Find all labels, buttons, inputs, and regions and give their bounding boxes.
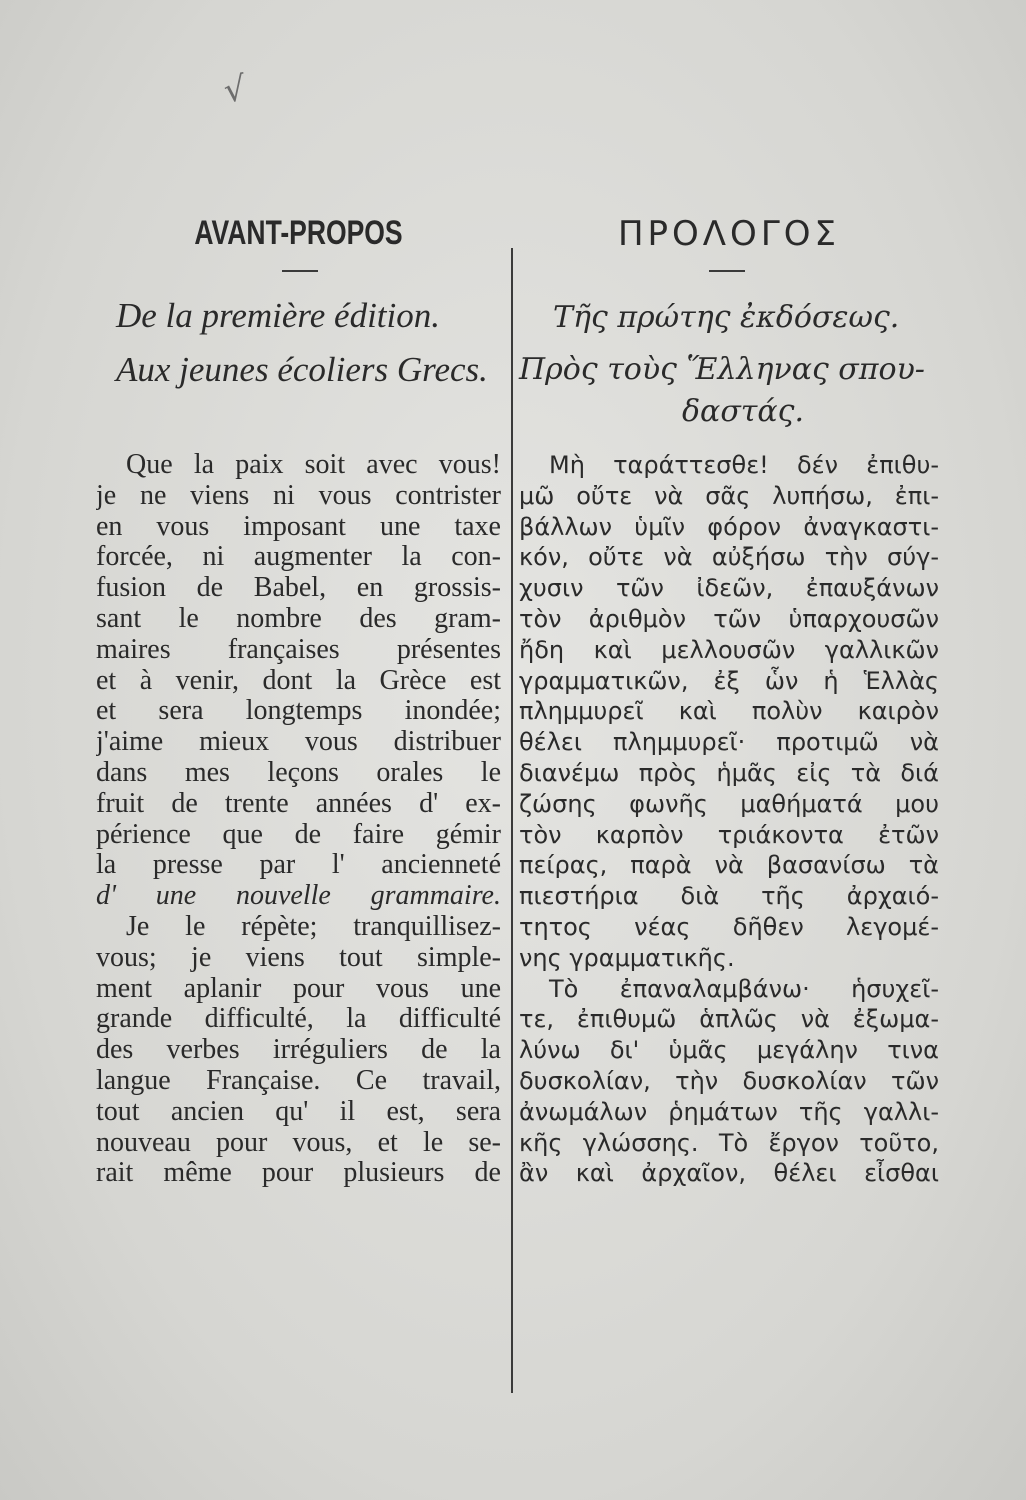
greek-line: ἂν καὶ ἀρχαῖον, θέλει εἶσθαι xyxy=(519,1159,939,1188)
french-title-rule xyxy=(282,270,318,272)
greek-line: πείρας, παρὰ νὰ βασανίσω τὰ xyxy=(519,851,939,880)
greek-title: ΠΡΟΛΟΓΟΣ xyxy=(617,214,841,254)
french-line: et à venir, dont la Grèce est xyxy=(96,665,501,696)
french-line: Je le répète; tranquillisez- xyxy=(126,911,501,942)
greek-line: λύνω δι' ὑμᾶς μεγάλην τινα xyxy=(519,1036,939,1065)
column-divider xyxy=(511,248,513,1393)
french-line: vous; je viens tout simple- xyxy=(96,942,501,973)
pencil-check-mark: √ xyxy=(221,68,249,112)
french-line: périence que de faire gémir xyxy=(96,819,501,850)
french-title: AVANT-PROPOS xyxy=(194,214,403,252)
french-line: ment aplanir pour vous une xyxy=(96,973,501,1004)
french-line: des verbes irréguliers de la xyxy=(96,1035,501,1066)
greek-line: διανέμω πρὸς ἡμᾶς εἰς τὰ διά xyxy=(519,758,939,787)
french-line: nouveau pour vous, et le se- xyxy=(96,1127,501,1158)
french-line: la presse par l' ancienneté xyxy=(96,850,501,881)
greek-line: τητος νέας δῆθεν λεγομέ- xyxy=(519,912,939,941)
french-line: fruit de trente années d' ex- xyxy=(96,788,501,819)
greek-line: θέλει πλημμυρεῖ· προτιμῶ νὰ xyxy=(519,728,939,757)
greek-line: τὸν ἀριθμὸν τῶν ὑπαρχουσῶν xyxy=(519,604,939,633)
greek-line: μῶ οὔτε νὰ σᾶς λυπήσω, ἐπι- xyxy=(519,481,939,510)
french-line: sant le nombre des gram- xyxy=(96,603,501,634)
french-subtitle-edition: De la première édition. xyxy=(116,296,440,335)
french-subtitle-dedication: Aux jeunes écoliers Grecs. xyxy=(116,350,488,389)
greek-line: Τὸ ἐπαναλαμβάνω· ἡσυχεῖ- xyxy=(549,974,939,1003)
french-line: j'aime mieux vous distribuer xyxy=(96,727,501,758)
greek-line: ἤδη καὶ μελλουσῶν γαλλικῶν xyxy=(519,635,939,664)
french-line: rait même pour plusieurs de xyxy=(96,1158,501,1189)
greek-line: γραμματικῶν, ἐξ ὧν ἡ Ἑλλὰς xyxy=(519,666,939,695)
french-line: en vous imposant une taxe xyxy=(96,511,501,542)
greek-line: βάλλων ὑμῖν φόρον ἀναγκαστι- xyxy=(519,512,939,541)
french-line: grande difficulté, la difficulté xyxy=(96,1004,501,1035)
french-line: je ne viens ni vous contrister xyxy=(96,480,501,511)
greek-line: ἀνωμάλων ῥημάτων τῆς γαλλι- xyxy=(519,1097,939,1126)
french-line: maires françaises présentes xyxy=(96,634,501,665)
french-line: fusion de Babel, en grossis- xyxy=(96,573,501,604)
greek-line: κῆς γλώσσης. Τὸ ἔργον τοῦτο, xyxy=(519,1128,939,1157)
greek-line: νης γραμματικῆς. xyxy=(519,943,735,972)
french-body xyxy=(96,450,501,1189)
greek-line: δυσκολίαν, τὴν δυσκολίαν τῶν xyxy=(519,1066,939,1095)
greek-line: τε, ἐπιθυμῶ ἁπλῶς νὰ ἐξωμα- xyxy=(519,1005,939,1034)
greek-subtitle-dedication: Πρὸς τοὺς Ἕλληνας σπου- xyxy=(519,352,925,387)
greek-title-rule xyxy=(709,270,745,272)
greek-subtitle-edition: Τῆς πρώτης ἐκδόσεως. xyxy=(553,300,900,335)
french-line: dans mes leçons orales le xyxy=(96,757,501,788)
greek-line: τὸν καρπὸν τριάκοντα ἐτῶν xyxy=(519,820,939,849)
french-line: et sera longtemps inondée; xyxy=(96,696,501,727)
greek-body xyxy=(519,450,939,1189)
greek-line: πιεστήρια διὰ τῆς ἀρχαιό- xyxy=(519,882,939,911)
greek-line: χυσιν τῶν ἰδεῶν, ἐπαυξάνων xyxy=(519,574,939,603)
french-line: d' une nouvelle grammaire. xyxy=(96,881,501,912)
greek-line: πλημμυρεῖ καὶ πολὺν καιρὸν xyxy=(519,697,939,726)
french-line: tout ancien qu' il est, sera xyxy=(96,1096,501,1127)
greek-line: ζώσης φωνῆς μαθήματά μου xyxy=(519,789,939,818)
french-line: langue Française. Ce travail, xyxy=(96,1065,501,1096)
french-line: forcée, ni augmenter la con- xyxy=(96,542,501,573)
greek-line: κόν, οὔτε νὰ αὐξήσω τὴν σύγ- xyxy=(519,543,939,572)
french-line: Que la paix soit avec vous! xyxy=(126,450,501,480)
greek-line: Μὴ ταράττεσθε! δέν ἐπιθυ- xyxy=(549,451,939,479)
greek-subtitle-dedication-cont: δαστάς. xyxy=(682,394,804,429)
